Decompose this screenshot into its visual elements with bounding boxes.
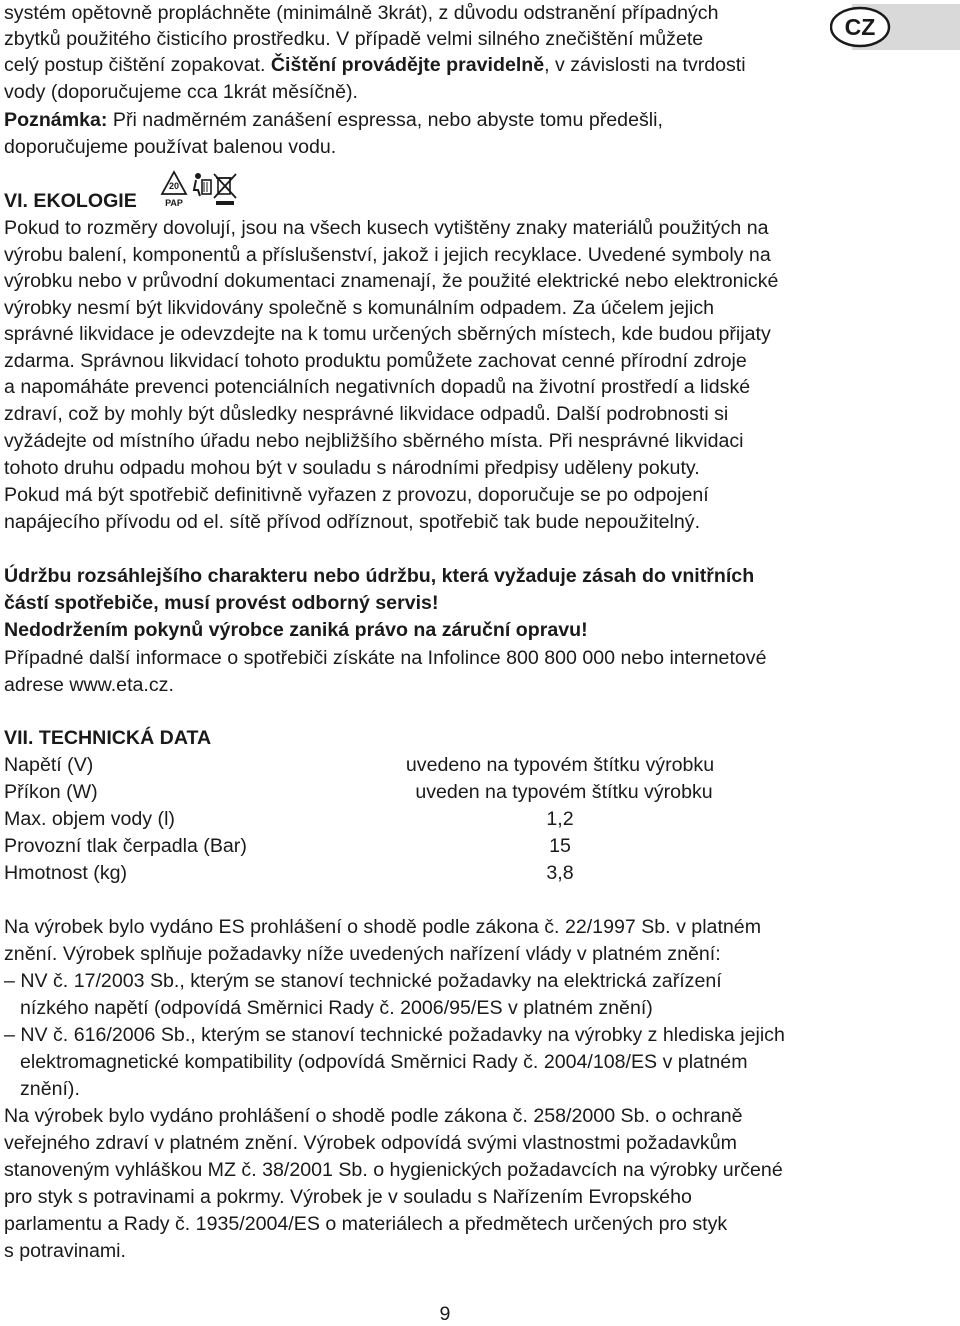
ecology-line: výrobu balení, komponentů a příslušenství, jakož i jejich recyklace. Uvedené symboly na — [4, 244, 771, 266]
declaration-list-item: elektromagnetické kompatibility (odpovídá Směrnici Rady č. 2004/108/ES v platném — [20, 1051, 748, 1073]
tech-label: Hmotnost (kg) — [4, 862, 128, 884]
language-badge — [830, 4, 960, 50]
cleaning-line: vody (doporučujeme cca 1krát měsíčně). — [4, 81, 358, 103]
cleaning-text: celý postup čištění zopakovat. — [4, 54, 271, 76]
cleaning-line: systém opětovně propláchněte (minimálně 3krát), z důvodu odstranění případných — [4, 2, 719, 24]
tech-label: Příkon (W) — [4, 781, 98, 803]
declaration-list-item: nízkého napětí (odpovídá Směrnici Rady č. 2006/95/ES v platném znění) — [20, 997, 653, 1019]
cleaning-line: zbytků použitého čisticího prostředku. V případě velmi silného znečištění můžete — [4, 28, 704, 50]
cleaning-line — [4, 52, 746, 79]
tech-label: Napětí (V) — [4, 754, 94, 776]
ecology-line: výrobky nesmí být likvidovány společně s komunálním odpadem. Za účelem jejich — [4, 297, 715, 319]
ecology-line: správné likvidace je odevzdejte na k tomu určených sběrných místech, kde budou přijaty — [4, 323, 771, 345]
declaration-list-item: – NV č. 17/2003 Sb., kterým se stanoví technické požadavky na elektrická zařízení — [4, 970, 722, 992]
declaration-line: znění. Výrobek splňuje požadavky níže uvedených nařízení vlády v platném znění: — [4, 943, 721, 965]
ecology-line: tohoto druhu odpadu mohou být v souladu s národními předpisy uděleny pokuty. — [4, 457, 700, 479]
declaration-line: s potravinami. — [4, 1240, 126, 1262]
ecology-line: zdraví, což by mohly být důsledky nesprávné likvidace odpadů. Další podrobnosti si — [4, 403, 729, 425]
declaration-line: parlamentu a Rady č. 1935/2004/ES o materiálech a předmětech určených pro styk — [4, 1213, 728, 1235]
ecology-line: vyžádejte od místního úřadu nebo nejbližšího sběrného místa. Při nesprávné likvidaci — [4, 430, 744, 452]
tech-value: 3,8 — [546, 862, 574, 884]
declaration-list-item: – NV č. 616/2006 Sb., kterým se stanoví technické požadavky na výrobky z hlediska jejich — [4, 1024, 785, 1046]
declaration-line: veřejného zdraví v platném znění. Výrobek odpovídá svými vlastnostmi požadavkům — [4, 1132, 737, 1154]
tech-value: uvedeno na typovém štítku výrobku — [405, 754, 715, 776]
page-number: 9 — [439, 1303, 451, 1325]
tech-heading: VII. TECHNICKÁ DATA — [4, 727, 212, 749]
declaration-line: stanoveným vyhláškou MZ č. 38/2001 Sb. o hygienických požadavcích na výrobky určené — [4, 1159, 783, 1181]
tech-label: Max. objem vody (l) — [4, 808, 175, 830]
ecology-line: Pokud má být spotřebič definitivně vyřazen z provozu, doporučuje se po odpojení — [4, 484, 709, 506]
tech-value: 1,2 — [546, 808, 574, 830]
recycling-icons — [158, 168, 238, 208]
ecology-line: a napomáháte prevenci potenciálních negativních dopadů na životní prostředí a lidské — [4, 376, 751, 398]
ecology-line: napájecího přívodu od el. sítě přívod odříznout, spotřebič tak bude nepoužitelný. — [4, 511, 701, 533]
tech-label: Provozní tlak čerpadla (Bar) — [4, 835, 247, 857]
ecology-line: výrobku nebo v průvodní dokumentaci znamenají, že použité elektrické nebo elektronické — [4, 270, 779, 292]
tech-value: 15 — [549, 835, 571, 857]
recycle-number: 20 — [168, 181, 180, 191]
note-text: Při nadměrném zanášení espressa, nebo abyste tomu předešli, — [107, 109, 663, 131]
cleaning-emphasis: Čištění provádějte pravidelně — [270, 54, 545, 76]
declaration-line: Na výrobek bylo vydáno ES prohlášení o shodě podle zákona č. 22/1997 Sb. v platném — [4, 916, 762, 938]
tech-value: uveden na typovém štítku výrobku — [415, 781, 713, 803]
tidyman-bin-icon — [194, 173, 211, 196]
declaration-list-item: znění). — [20, 1078, 80, 1100]
declaration-line: pro styk s potravinami a pokrmy. Výrobek je v souladu s Nařízením Evropského — [4, 1186, 692, 1208]
info-line: adrese www.eta.cz. — [4, 674, 174, 696]
service-warning: částí spotřebiče, musí provést odborný servis! — [4, 592, 439, 614]
service-warning: Údržbu rozsáhlejšího charakteru nebo údržbu, která vyžaduje zásah do vnitřních — [4, 565, 755, 587]
ecology-line: zdarma. Správnou likvidací tohoto produktu pomůžete zachovat cenné přírodní zdroje — [4, 350, 747, 372]
note-line: doporučujeme používat balenou vodu. — [4, 136, 337, 158]
info-line: Případné další informace o spotřebiči získáte na Infolince 800 800 000 nebo internetové — [4, 647, 767, 669]
recycle-code: PAP — [165, 198, 183, 208]
ecology-line: Pokud to rozměry dovolují, jsou na všech kusech vytištěny znaky materiálů použitých na — [4, 217, 769, 239]
cleaning-text: , v závislosti na tvrdosti — [544, 54, 746, 76]
ecology-heading: VI. EKOLOGIE — [4, 190, 137, 212]
note-label: Poznámka: — [4, 109, 108, 131]
note-line — [4, 107, 663, 134]
recycle-triangle-icon — [162, 172, 186, 208]
language-badge-label: CZ — [844, 14, 876, 40]
warranty-warning: Nedodržením pokynů výrobce zaniká právo na záruční opravu! — [4, 619, 588, 641]
declaration-line: Na výrobek bylo vydáno prohlášení o shodě podle zákona č. 258/2000 Sb. o ochraně — [4, 1105, 743, 1127]
crossed-bin-icon — [214, 174, 236, 205]
